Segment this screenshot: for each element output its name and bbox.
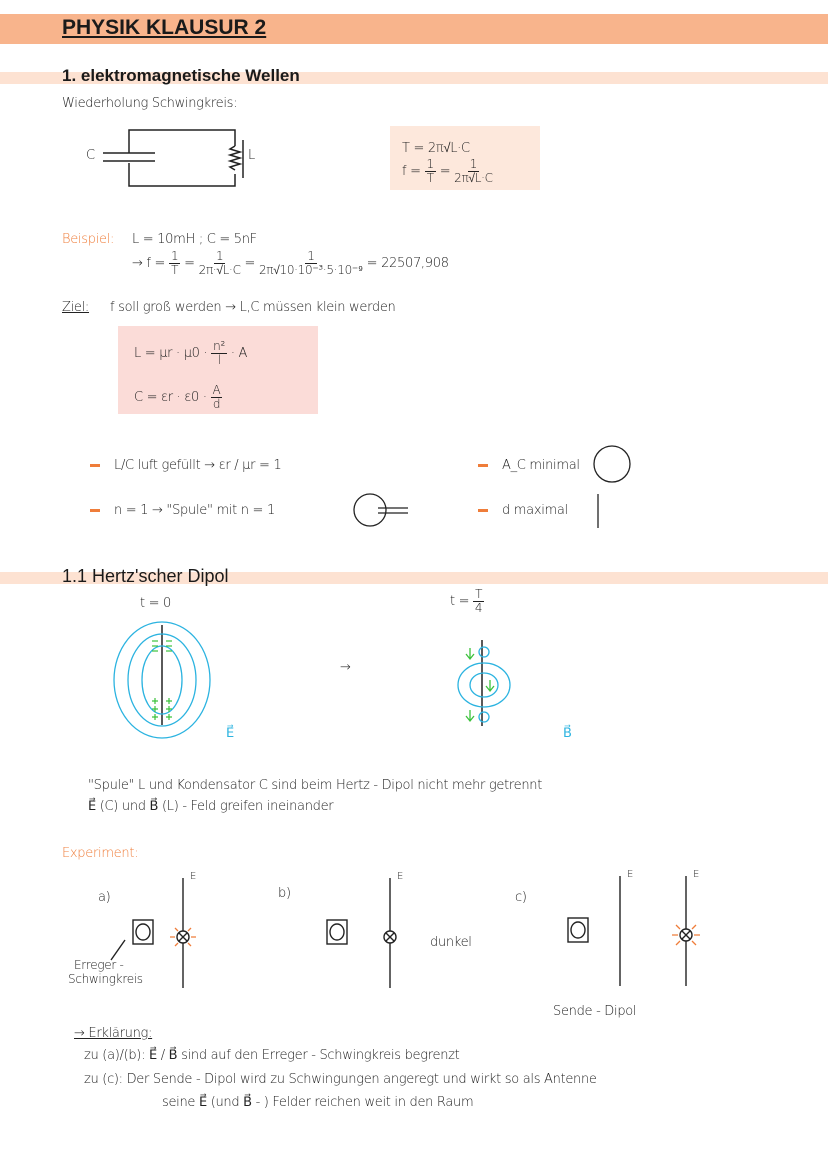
erklaerung-label: → Erklärung: — [74, 1026, 153, 1041]
time-label-t0: t = 0 — [140, 596, 172, 611]
sende-dipol-label: Sende - Dipol — [553, 1004, 637, 1019]
experiment-a-label: a) — [98, 890, 111, 905]
dunkel-label: dunkel — [430, 935, 472, 950]
e-field-label: E⃗ — [226, 726, 234, 741]
dipole-text-2: E⃗ (C) und B⃗ (L) - Feld greifen ineinander — [88, 799, 334, 814]
beispiel-calculation: → f = $\frac{1}{T}$ = $\frac{1}{2\pi\cdot√L\cdot C}$ = $\frac{1}{\text{2π√10·10⁻³·5·10⁻⁹}}$ = 22507,908 — [132, 249, 449, 277]
experiment-b-label: b) — [278, 886, 291, 901]
b-field-label: B⃗ — [563, 726, 572, 741]
bullet-item: d maximal — [478, 503, 568, 518]
section-heading: 1.1 Hertz'scher Dipol — [62, 566, 229, 586]
beispiel-label: Beispiel: — [62, 232, 115, 247]
transition-arrow: → — [340, 660, 351, 675]
section-heading: 1. elektromagnetische Wellen — [62, 66, 300, 85]
erklaerung-c: zu (c): Der Sende - Dipol wird zu Schwingungen angeregt und wirkt so als Antenne — [84, 1072, 597, 1087]
experiment-label: Experiment: — [62, 846, 139, 861]
period-formula: T = 2π√L·C — [402, 141, 470, 156]
capacitance-formula: C = εr · ε0 · $\frac{A}{d}$ — [134, 383, 221, 411]
time-label-t4: t = $\frac{T}{4}$ — [450, 587, 483, 615]
erreger-label: Schwingkreis — [68, 972, 143, 986]
inductor-label: L — [248, 148, 255, 163]
frequency-formula: f = $\frac{1}{T}$ = $\frac{1}{2\pi√L\cdot C}$ — [402, 157, 493, 185]
erklaerung-c-2: seine E⃗ (und B⃗ - ) Felder reichen weit in den Raum — [162, 1095, 474, 1110]
page-title: PHYSIK KLAUSUR 2 — [62, 16, 267, 39]
e-label-c2: E — [693, 869, 700, 880]
ziel-text: f soll groß werden → L,C müssen klein werden — [110, 300, 396, 315]
e-label-c1: E — [627, 869, 634, 880]
experiment-c-label: c) — [515, 890, 527, 905]
dipole-text-1: "Spule" L und Kondensator C sind beim Hertz - Dipol nicht mehr getrennt — [88, 778, 543, 793]
e-label-a: E — [190, 871, 197, 882]
ziel-label: Ziel: — [62, 300, 90, 315]
bullet-item: n = 1 → "Spule" mit n = 1 — [90, 503, 275, 518]
bullet-item: L/C luft gefüllt → εr / μr = 1 — [90, 458, 281, 473]
erreger-label: Erreger - — [74, 958, 124, 972]
inductance-formula: L = μr · μ0 · $\frac{\text{n²}}{l}$ · A — [134, 339, 248, 367]
e-label-b: E — [397, 871, 404, 882]
bullet-item: A_C minimal — [478, 458, 580, 473]
intro-text: Wiederholung Schwingkreis: — [62, 96, 238, 111]
erklaerung-ab: zu (a)/(b): E⃗ / B⃗ sind auf den Erreger - Schwingkreis begrenzt — [84, 1048, 460, 1063]
capacitor-label: C — [86, 148, 95, 163]
beispiel-given: L = 10mH ; C = 5nF — [132, 232, 257, 247]
